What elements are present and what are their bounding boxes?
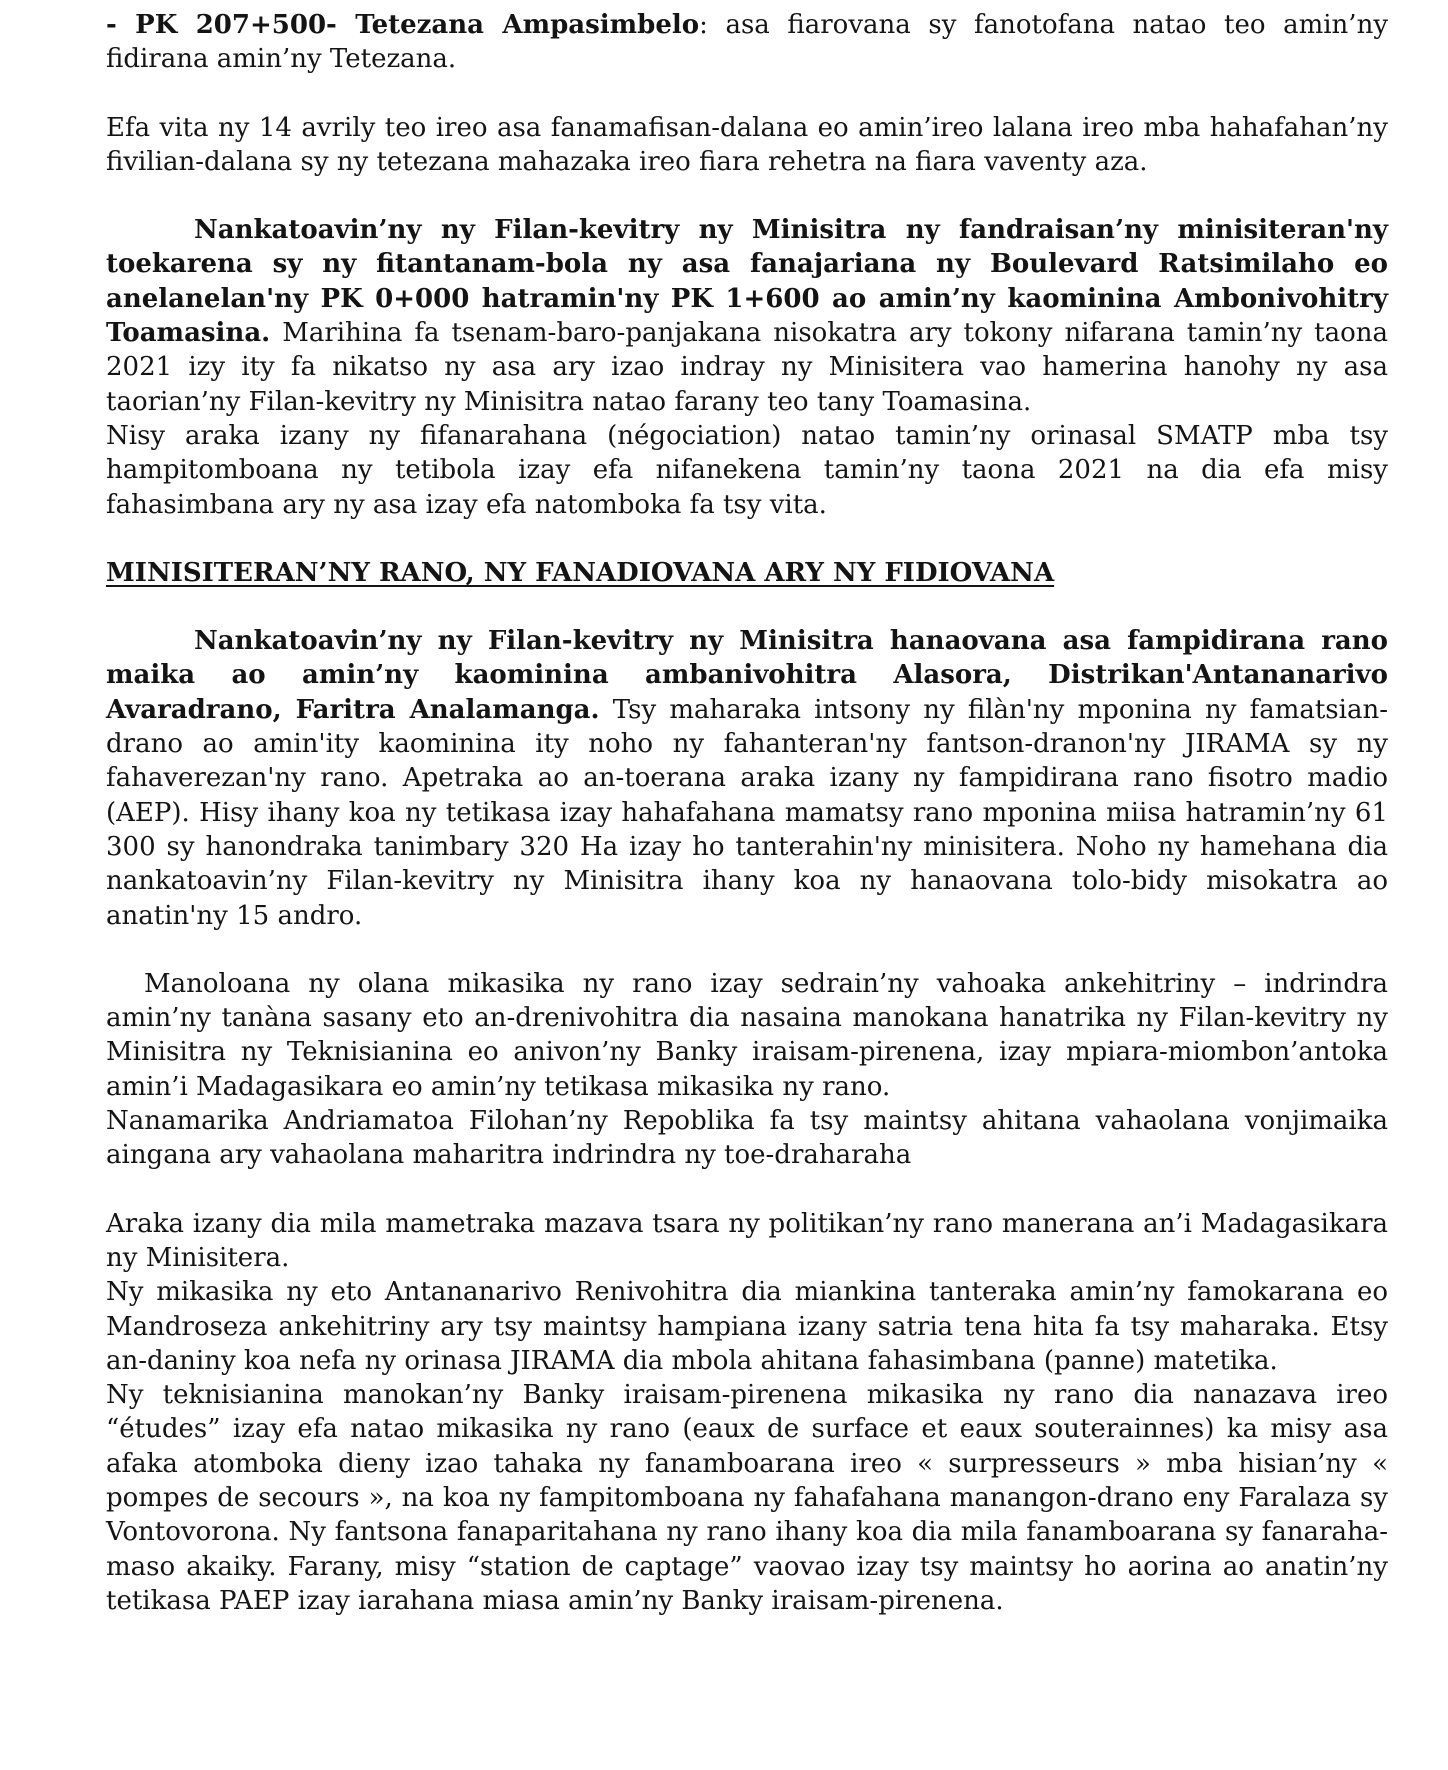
paragraph-water-problem: Manoloana ny olana mikasika ny rano izay sedrain’ny vahoaka ankehitriny – indrindra amin’ny tanàna sasany eto an-drenivohitra dia nasaina manokana hanatrika ny Filan-kevitry ny Minisitra ny Teknisianina eo anivon’ny Banky iraisam-pirenena, izay mpiara-miombon’antoka amin’i Madagasikara eo amin’ny tetikasa mikasika ny rano.	[106, 968, 1388, 1102]
paragraph-president-remark: Nanamarika Andriamatoa Filohan’ny Repoblika fa tsy maintsy ahitana vahaolana vonjimaika aingana ary vahaolana maharitra indrindra ny toe-draharaha	[106, 1106, 1388, 1171]
paragraph-pk-207	[106, 8, 1388, 77]
spacer	[106, 77, 1388, 111]
paragraph-antananarivo: Ny mikasika ny eto Antananarivo Renivohitra dia miankina tanteraka amin’ny famokarana eo Mandroseza ankehitriny ary tsy maintsy hampiana izany satria tena hita fa tsy maharaka. Etsy an-daniny koa nefa ny orinasa JIRAMA dia mbola ahitana fahasimbana (panne) matetika.	[106, 1277, 1388, 1376]
boulevard-decision: Nankatoavin’ny ny Filan-kevitry ny Minisitra ny fandraisan’ny minisiteran'ny toekarena sy ny fitantanam-bola ny asa fanajariana ny Boulevard Ratsimilaho eo anelanelan'ny PK 0+000 hatramin'ny PK 1+600 ao amin’ny kaominina Ambonivohitry Toamasina.	[106, 215, 1388, 349]
paragraph-alasora	[106, 624, 1388, 933]
spacer	[106, 522, 1388, 556]
paragraph-negotiation: Nisy araka izany ny fifanarahana (négociation) natao tamin’ny orinasal SMATP mba tsy hampitomboana ny tetibola izay efa nifanekena tamin’ny taona 2021 na dia efa misy fahasimbana ary ny asa izay efa natomboka fa tsy vita.	[106, 420, 1388, 520]
section-heading-water: MINISITERAN’NY RANO, NY FANADIOVANA ARY NY FIDIOVANA	[106, 557, 1055, 588]
paragraph-boulevard-ratsimilaho	[106, 213, 1388, 419]
paragraph-world-bank-technician: Ny teknisianina manokan’ny Banky iraisam-pirenena mikasika ny rano dia nanazava ireo “études” izay efa natao mikasika ny rano (eaux de surface et eaux souterainnes) ka misy asa afaka atomboka dieny izao tahaka ny fanamboarana ireo « surpresseurs » mba hisian’ny « pompes de secours », na koa ny fampitomboana ny fahafahana manangon-drano eny Faralaza sy Vontovorona. Ny fantsona fanaparitahana ny rano ihany koa dia mila fanamboarana sy fanaraha-maso akaiky. Farany, misy “station de captage” vaovao izay tsy maintsy ho aorina ao anatin’ny tetikasa PAEP izay iarahana miasa amin’ny Banky iraisam-pirenena.	[106, 1380, 1388, 1616]
boulevard-details: Marihina fa tsenam-baro-panjakana nisokatra ary tokony nifarana tamin’ny taona 2021 izy ity fa nikatso ny asa ary izao indray ny Minisitera vao hamerina hanohy ny asa taorian’ny Filan-kevitry ny Minisitra natao farany teo tany Toamasina.	[106, 318, 1388, 417]
alasora-decision: Nankatoavin’ny ny Filan-kevitry ny Minisitra hanaovana asa fampidirana rano maika ao amin’ny kaominina ambanivohitra Alasora, Distrikan'Antananarivo Avaradrano, Faritra Analamanga.	[106, 626, 1388, 725]
pk-207-text: : asa fiarovana sy fanotofana natao teo amin’ny fidirana amin’ny Tetezana.	[106, 10, 1389, 75]
spacer	[106, 933, 1388, 967]
pk-207-label: - PK 207+500- Tetezana Ampasimbelo	[106, 10, 700, 40]
spacer	[106, 1173, 1388, 1207]
paragraph-water-policy: Araka izany dia mila mametraka mazava tsara ny politikan’ny rano manerana an’i Madagasikara ny Minisitera.	[106, 1208, 1388, 1273]
paragraph-road-works: Efa vita ny 14 avrily teo ireo asa fanamafisan-dalana eo amin’ireo lalana ireo mba hahafahan’ny fivilian-dalana sy ny tetezana mahazaka ireo fiara rehetra na fiara vaventy aza.	[106, 112, 1388, 177]
spacer	[106, 590, 1388, 624]
alasora-details: Tsy maharaka intsony ny filàn'ny mponina ny famatsian-drano ao amin'ity kaominina ity noho ny fahanteran'ny fantson-dranon'ny JIRAMA sy ny fahaverezan'ny rano. Apetraka ao an-toerana araka izany ny fampidirana rano fisotro madio (AEP). Hisy ihany koa ny tetikasa izay hahafahana mamatsy rano mponina miisa hatramin’ny 61 300 sy hanondraka tanimbary 320 Ha izay ho tanterahin'ny minisitera. Noho ny hamehana dia nankatoavin’ny Filan-kevitry ny Minisitra ihany koa ny hanaovana tolo-bidy misokatra ao anatin'ny 15 andro.	[106, 694, 1388, 931]
spacer	[106, 179, 1388, 213]
